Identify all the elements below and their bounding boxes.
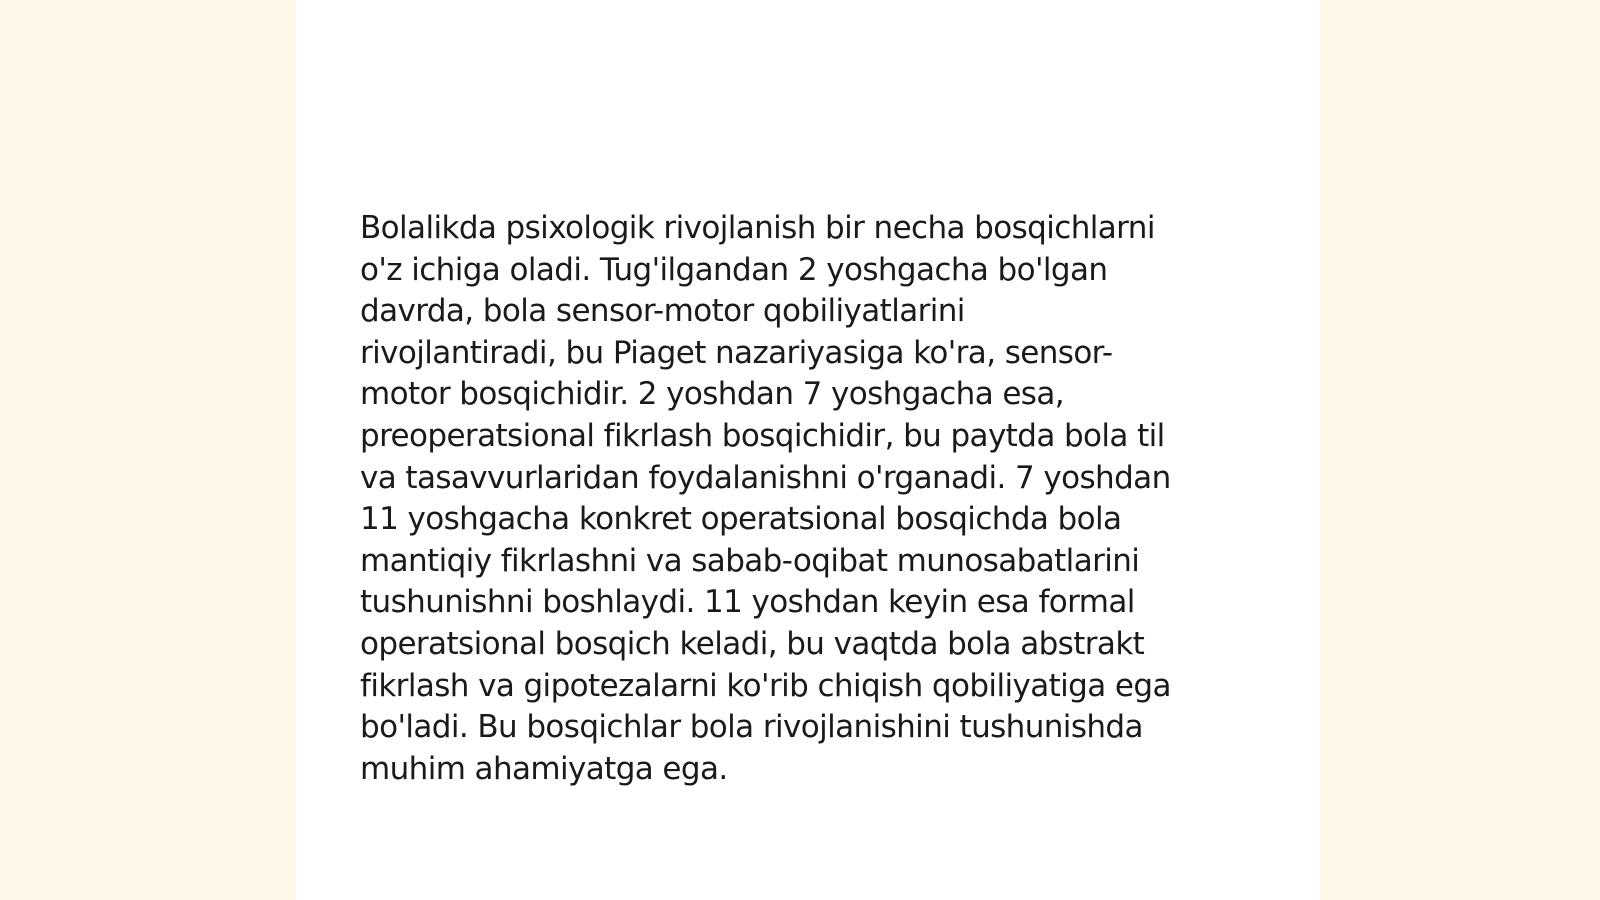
paragraph-line: fikrlash va gipotezalarni ko'rib chiqish qobiliyatiga ega xyxy=(360,667,1171,704)
paragraph-line: bo'ladi. Bu bosqichlar bola rivojlanishini tushunishda xyxy=(360,709,1143,746)
paragraph-line: tushunishni boshlaydi. 11 yoshdan keyin esa formal xyxy=(360,584,1135,621)
paragraph-line: mantiqiy fikrlashni va sabab-oqibat munosabatlarini xyxy=(360,542,1140,579)
paragraph-line: o'z ichiga oladi. Tug'ilgandan 2 yoshgacha bo'lgan xyxy=(360,251,1108,288)
paragraph-line: 11 yoshgacha konkret operatsional bosqichda bola xyxy=(360,501,1122,538)
body-paragraph xyxy=(360,208,1260,790)
paragraph-line: va tasavvurlaridan foydalanishni o'rganadi. 7 yoshdan xyxy=(360,459,1171,496)
paragraph-line: Bolalikda psixologik rivojlanish bir necha bosqichlarni xyxy=(360,210,1155,246)
paragraph-line: motor bosqichidir. 2 yoshdan 7 yoshgacha esa, xyxy=(360,376,1065,413)
slide xyxy=(296,0,1320,900)
paragraph-line: muhim ahamiyatga ega. xyxy=(360,750,728,787)
paragraph-line: davrda, bola sensor-motor qobiliyatlarini xyxy=(360,293,965,330)
paragraph-line: rivojlantiradi, bu Piaget nazariyasiga ko'ra, sensor- xyxy=(360,334,1113,371)
paragraph-line: preoperatsional fikrlash bosqichidir, bu paytda bola til xyxy=(360,417,1165,454)
paragraph-line: operatsional bosqich keladi, bu vaqtda bola abstrakt xyxy=(360,625,1145,662)
